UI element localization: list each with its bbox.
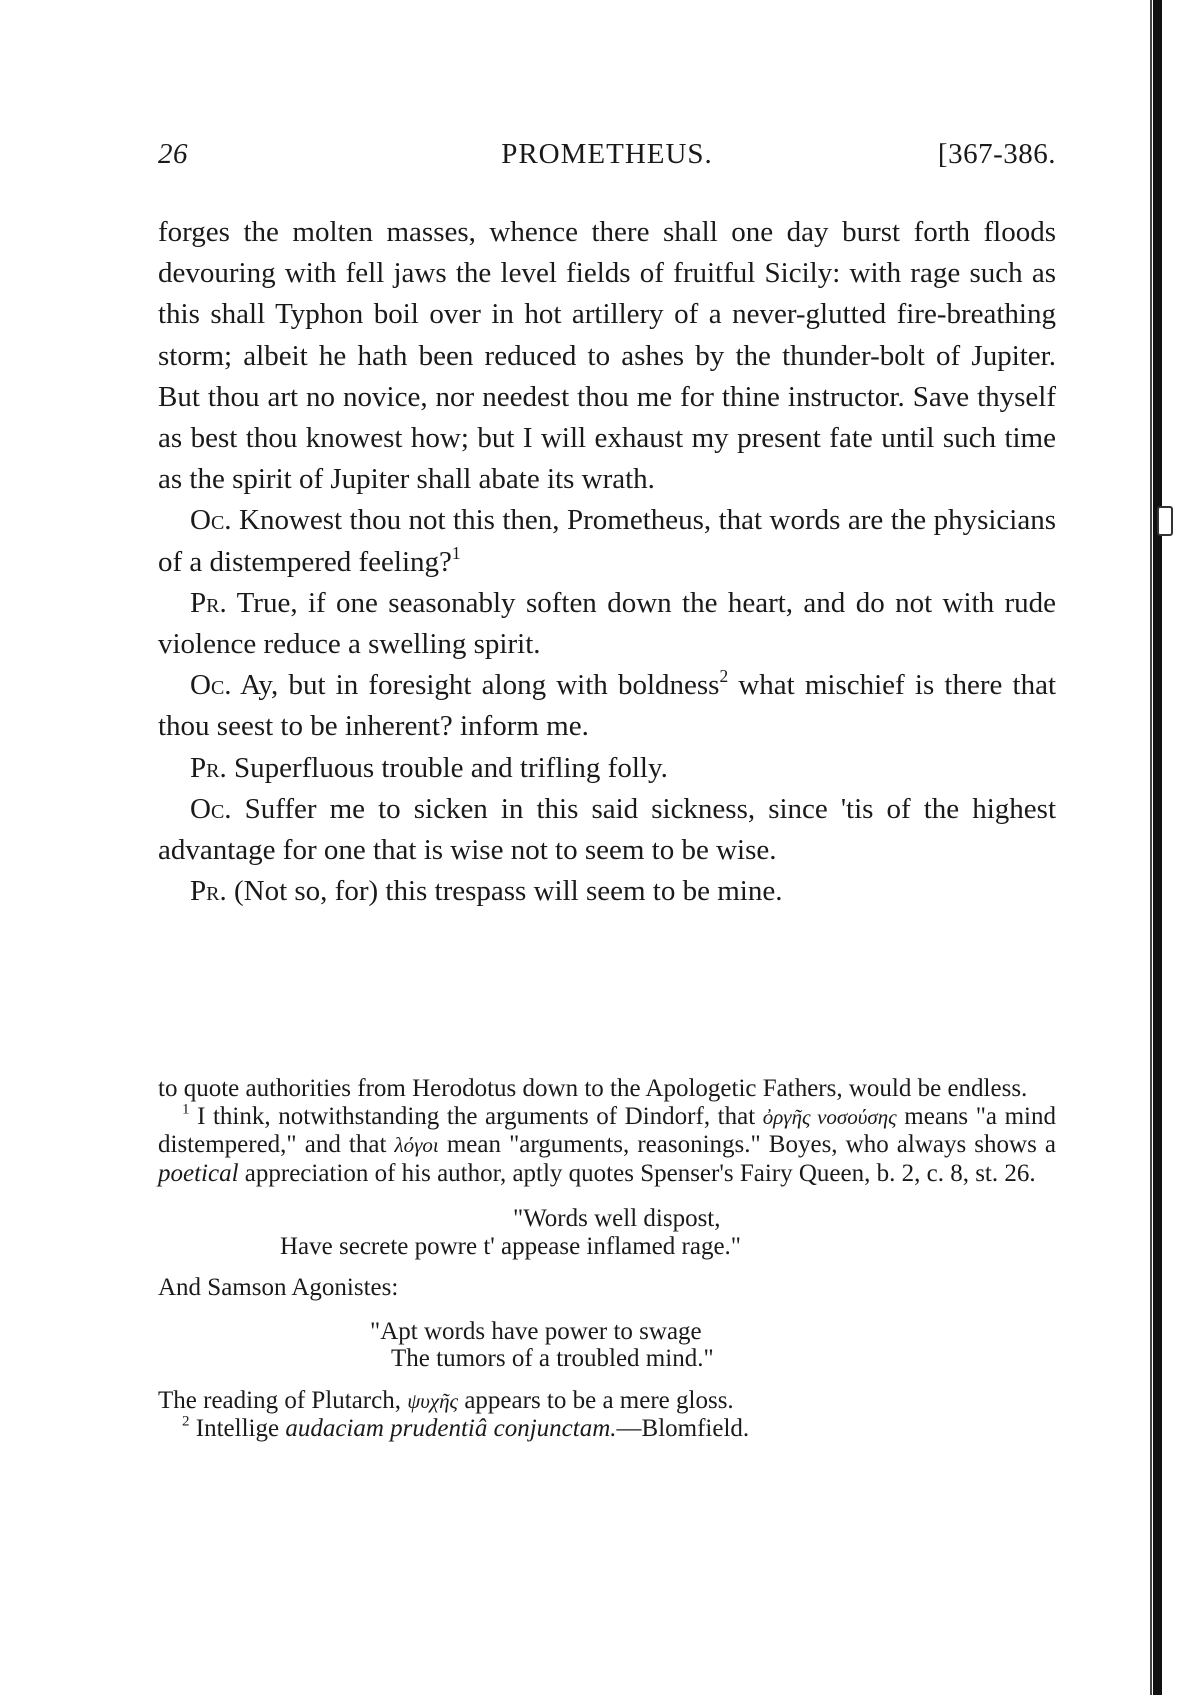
speaker-oceanus: Oc. bbox=[190, 669, 232, 702]
quote-line: The tumors of a troubled mind." bbox=[391, 1345, 714, 1372]
footnote-continuation: to quote authorities from Herodotus down to the Apologetic Fathers, would be endless. bbox=[158, 1075, 1028, 1102]
footnote-text: I think, notwithstanding the arguments of Dindorf, that bbox=[197, 1102, 756, 1130]
samson-lead: And Samson Agonistes: bbox=[158, 1274, 399, 1301]
dialogue-oceanus-1 bbox=[158, 500, 1056, 582]
footnote-text: Intellige bbox=[195, 1415, 280, 1442]
footnote-2 bbox=[158, 1415, 1056, 1443]
footnote-text: means "a mind distempered," and that bbox=[158, 1102, 1056, 1158]
page-edge-tab bbox=[1157, 506, 1173, 536]
italic-word: poetical bbox=[158, 1159, 239, 1187]
latin-phrase: audaciam prudentiâ conjunctam. bbox=[285, 1415, 617, 1442]
greek-word: ψυχῆς bbox=[407, 1388, 459, 1413]
page-binding-edge-thin bbox=[1150, 0, 1152, 1695]
greek-word: λόγοι bbox=[394, 1133, 439, 1157]
page-binding-edge bbox=[1153, 0, 1162, 1695]
speaker-oceanus: Oc. bbox=[190, 504, 232, 537]
speaker-oceanus: Oc. bbox=[190, 792, 232, 825]
footnote-text: The reading of Plutarch, bbox=[158, 1386, 401, 1414]
dialogue-oceanus-2 bbox=[158, 665, 1056, 747]
quote-line: "Apt words have power to swage bbox=[370, 1317, 702, 1345]
footnote-text: appreciation of his author, aptly quotes Spenser's Fairy Queen, b. 2, c. 8, st. 26. bbox=[244, 1159, 1036, 1187]
line-range: [367-386. bbox=[937, 138, 1056, 170]
page-number: 26 bbox=[158, 138, 188, 170]
speaker-prometheus: Pr. bbox=[190, 875, 227, 908]
footnote-1-mark: 1 bbox=[182, 1101, 190, 1117]
spenser-quote bbox=[158, 1205, 1056, 1260]
speech-text: what mischief is there that thou seest to be inherent? inform me. bbox=[158, 669, 1056, 743]
footnotes bbox=[158, 1075, 1056, 1443]
footnote-text: mean "arguments, reasonings." Boyes, who always shows a bbox=[446, 1131, 1057, 1158]
footnote-ref-1: 1 bbox=[451, 542, 461, 563]
milton-quote bbox=[158, 1318, 1056, 1373]
speech-text: True, if one seasonably soften down the heart, and do not with rude violence reduce a swelling spirit. bbox=[158, 586, 1056, 661]
plutarch-note bbox=[158, 1387, 1056, 1416]
footnote-attribution: —Blomfield. bbox=[616, 1415, 750, 1442]
footnote-ref-2: 2 bbox=[719, 666, 729, 687]
speech-text: Suffer me to sicken in this said sickness, since 'tis of the highest advantage for one that is wise not to seem to be wise. bbox=[158, 792, 1056, 867]
speech-text: Knowest thou not this then, Prometheus, that words are the physicians of a distempered feeling? bbox=[158, 504, 1057, 578]
dialogue-prometheus-2 bbox=[158, 748, 1056, 789]
quote-line: Have secrete powre t' appease inflamed rage." bbox=[280, 1232, 741, 1260]
speech-text: (Not so, for) this trespass will seem to be mine. bbox=[233, 875, 783, 908]
running-title: PROMETHEUS. bbox=[501, 138, 713, 170]
quote-line: "Words well dispost, bbox=[513, 1205, 721, 1232]
dialogue-prometheus-3 bbox=[158, 871, 1056, 912]
speaker-prometheus: Pr. bbox=[190, 751, 227, 784]
dialogue-prometheus-1 bbox=[158, 583, 1056, 665]
greek-phrase: ὀργῆς νοσούσης bbox=[762, 1104, 897, 1129]
speech-text: Superfluous trouble and trifling folly. bbox=[233, 751, 668, 784]
main-text bbox=[158, 212, 1056, 912]
speech-text: Ay, but in foresight along with boldness bbox=[240, 669, 720, 702]
footnote-2-mark: 2 bbox=[182, 1413, 190, 1430]
paragraph-continuation: forges the molten masses, whence there shall one day burst forth floods devouring with fell jaws the level fields of fruitful Sicily: with rage such as this shall Typhon boil over in hot artillery of a never-glutted fire-breathing storm; albeit he hath been reduced to ashes by the thunder-bolt of Jupiter. But thou art no novice, nor needest thou me for thine instructor. Save thyself as best thou knowest how; but I will exhaust my present fate until such time as the spirit of Jupiter shall abate its wrath. bbox=[158, 216, 1056, 496]
footnote-text: appears to be a mere gloss. bbox=[464, 1386, 734, 1414]
footnote-1 bbox=[158, 1103, 1056, 1188]
dialogue-oceanus-3 bbox=[158, 789, 1056, 871]
speaker-prometheus: Pr. bbox=[190, 586, 227, 619]
